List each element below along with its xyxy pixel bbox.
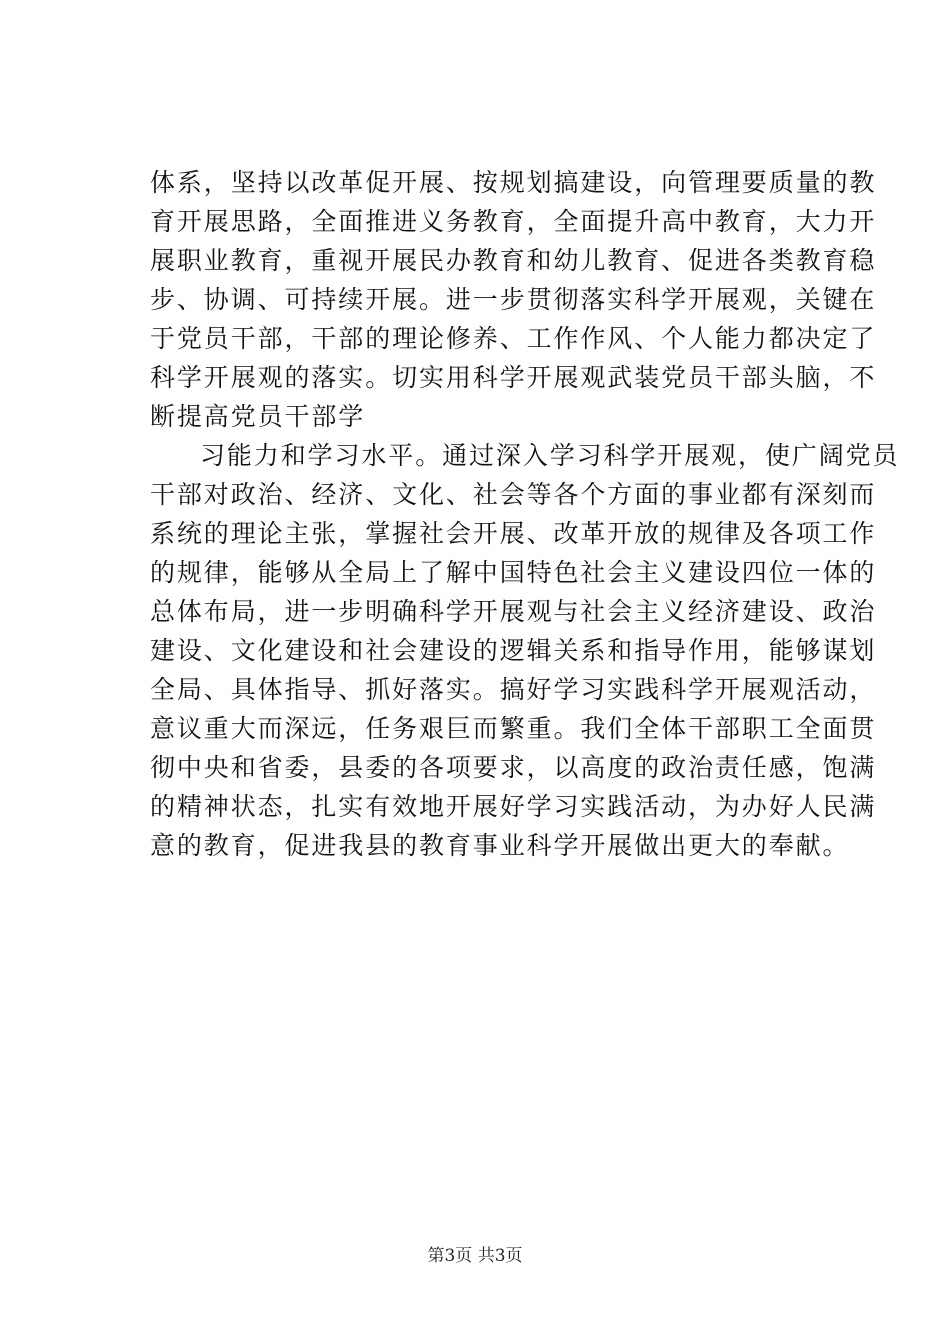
text-line: 意的教育，促进我县的教育事业科学开展做出更大的奉献。 [150,831,850,860]
text-line: 科学开展观的落实。切实用科学开展观武装党员干部头脑，不 [150,363,877,392]
text-line: 的精神状态，扎实有效地开展好学习实践活动，为办好人民满 [150,792,877,821]
text-line: 体系，坚持以改革促开展、按规划搞建设，向管理要质量的教 [150,168,877,197]
text-line: 干部对政治、经济、文化、社会等各个方面的事业都有深刻而 [150,480,877,509]
text-line: 的规律，能够从全局上了解中国特色社会主义建设四位一体的 [150,558,877,587]
text-line: 系统的理论主张，掌握社会开展、改革开放的规律及各项工作 [150,519,877,548]
text-line: 总体布局，进一步明确科学开展观与社会主义经济建设、政治 [150,597,877,626]
paragraph-start-line: 习能力和学习水平。通过深入学习科学开展观，使广阔党员 [200,441,900,470]
document-body [150,163,900,865]
text-line: 意议重大而深远，任务艰巨而繁重。我们全体干部职工全面贯 [150,714,877,743]
text-line: 于党员干部，干部的理论修养、工作作风、个人能力都决定了 [150,324,877,353]
text-line: 建设、文化建设和社会建设的逻辑关系和指导作用，能够谋划 [150,636,877,665]
text-line: 全局、具体指导、抓好落实。搞好学习实践科学开展观活动， [150,675,877,704]
text-line: 展职业教育，重视开展民办教育和幼儿教育、促进各类教育稳 [150,246,877,275]
text-line: 断提高党员干部学 [150,402,366,431]
text-line: 步、协调、可持续开展。进一步贯彻落实科学开展观，关键在 [150,285,877,314]
page-number-footer: 第3页 共3页 [427,1246,523,1266]
text-line: 彻中央和省委，县委的各项要求，以高度的政治责任感，饱满 [150,753,877,782]
text-line: 育开展思路，全面推进义务教育，全面提升高中教育，大力开 [150,207,877,236]
